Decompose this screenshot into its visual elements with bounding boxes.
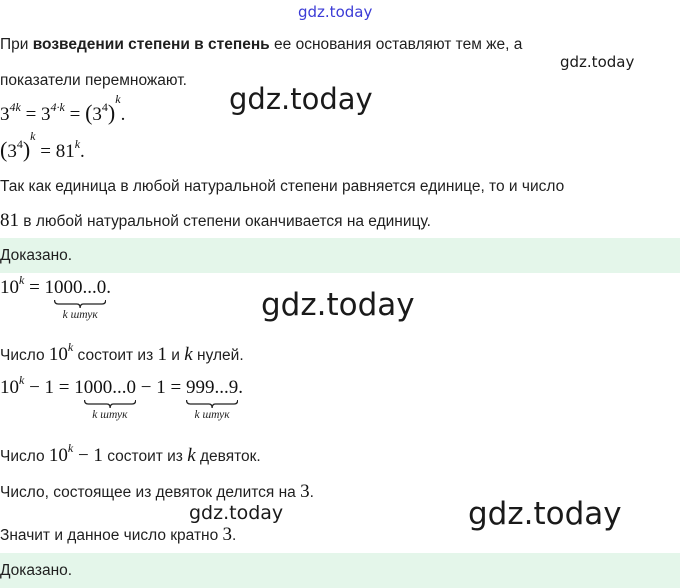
divisibility-statement: Число, состоящее из девяток делится на 3. [0,481,314,502]
underbrace-label: k штук [62,309,98,321]
rule-text-line-2: показатели перемножают. [0,72,187,89]
proved-band-1 [0,238,680,273]
rule-bold-term: возведении степени в степень [32,36,270,53]
proved-label-1: Доказано. [0,247,73,264]
rule-post: ее основания оставляют тем же, а [269,36,523,53]
watermark-large-3: gdz.today [468,496,622,532]
underbrace-zeros-2: 000...0 k штук [83,377,137,421]
zeros-statement: Число 10$^k$ состоит из 1 и k нулей. [0,339,244,365]
equation-nines: 10$^k$ − 1 = 1000...0 k штук − 1 = 999...9 k штук . [0,372,243,421]
rule-pre: При [0,36,33,53]
equation-81-power: $(3^4)^k = 81^k$. [0,128,85,162]
number-81: 81 [0,210,19,231]
watermark-large-1: gdz.today [229,82,373,116]
underbrace-nines: 999...9 k штук [185,377,239,421]
watermark-medium: gdz.today [189,502,284,524]
watermark-top: gdz.today [298,3,373,21]
underbrace-zeros: 000...0 k штук [54,277,107,321]
equation-power-rule: $3^{4k} = 3^{4\cdot k} = (3^4)^k$. [0,91,126,125]
proved-band-2 [0,553,680,588]
rule-text-line-1 [0,36,522,54]
proved-label-2: Доказано. [0,562,73,579]
conclusion-statement: Значит и данное число кратно 3. [0,524,237,545]
watermark-large-2: gdz.today [261,287,415,323]
watermark-small-right: gdz.today [560,53,635,71]
explanation-line-1: Так как единица в любой натуральной степени равняется единице, то и число [0,178,565,195]
equation-10-power: 10$^k$ = 1000...0 k штук . [0,272,112,321]
nines-statement: Число $10^k - 1$ состоит из k девяток. [0,440,261,466]
explanation-line-2: 81 в любой натуральной степени оканчивается на единицу. [0,210,431,231]
